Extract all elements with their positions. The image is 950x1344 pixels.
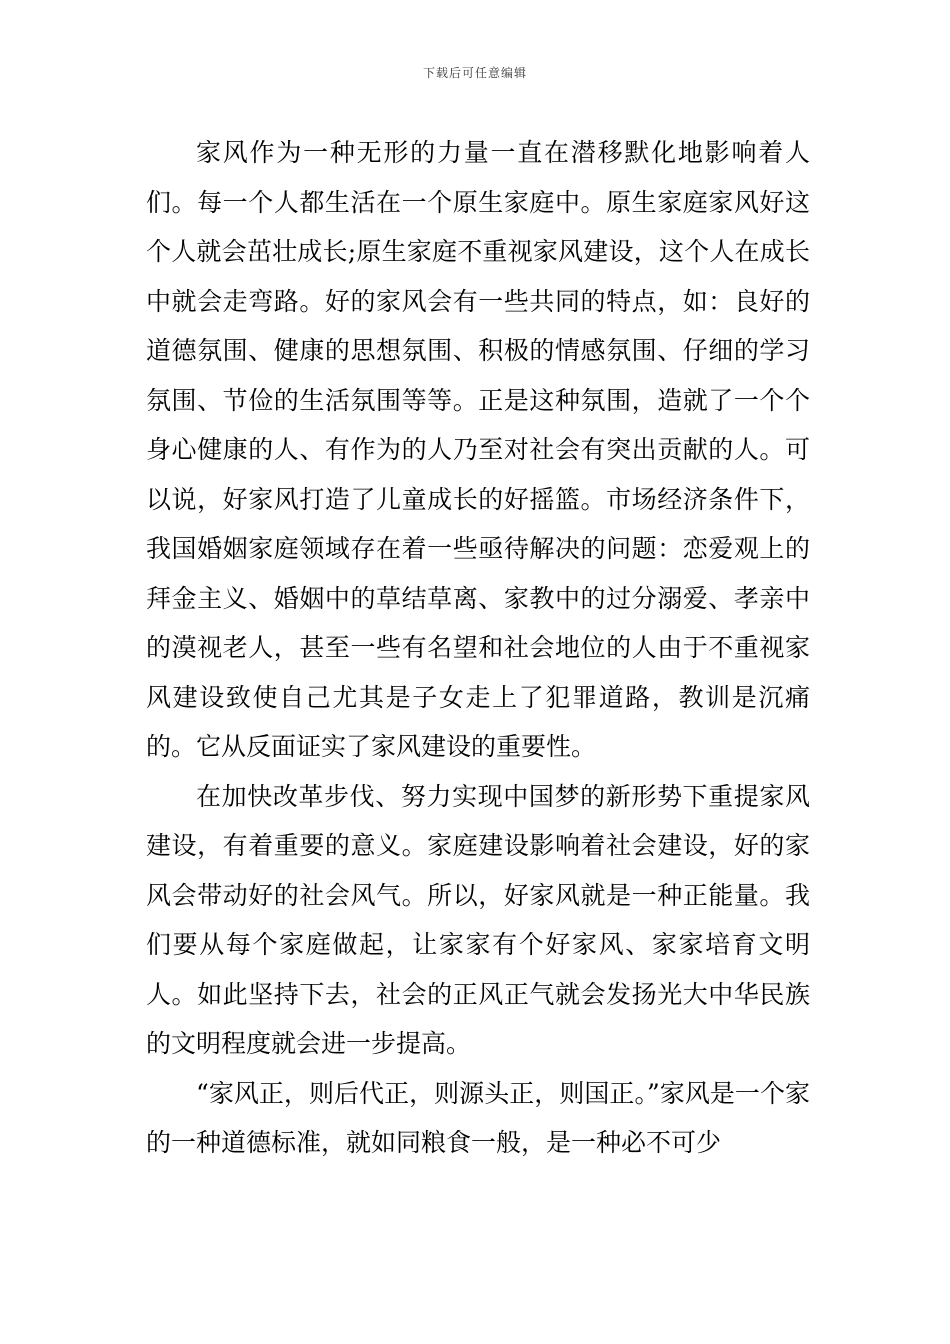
page-header: 下载后可任意编辑	[422, 66, 527, 80]
paragraph-1: 家风作为一种无形的力量一直在潜移默化地影响着人们。每一个人都生活在一个原生家庭中。原生家庭家风好这个人就会茁壮成长;原生家庭不重视家风建设，这个人在成长中就会走弯路。好的家风会有一些共同的特点，如：良好的道德氛围、健康的思想氛围、积极的情感氛围、仔细的学习氛围、节俭的生活氛围等等。正是这种氛围，造就了一个个身心健康的人、有作为的人乃至对社会有突出贡献的人。可以说，好家风打造了儿童成长的好摇篮。市场经济条件下，我国婚姻家庭领域存在着一些亟待解决的问题：恋爱观上的拜金主义、婚姻中的草结草离、家教中的过分溺爱、孝亲中的漠视老人，甚至一些有名望和社会地位的人由于不重视家风建设致使自己尤其是子女走上了犯罪道路，教训是沉痛的。它从反面证实了家风建设的重要性。	[146, 138, 810, 761]
document-body	[146, 128, 810, 1168]
paragraph-2: 在加快改革步伐、努力实现中国梦的新形势下重提家风建设，有着重要的意义。家庭建设影响着社会建设，好的家风会带动好的社会风气。所以，好家风就是一种正能量。我们要从每个家庭做起，让家家有个好家风、家家培育文明人。如此坚持下去，社会的正风正气就会发扬光大中华民族的文明程度就会进一步提高。	[146, 781, 810, 1058]
paragraph-3: “家风正，则后代正，则源头正，则国正。”家风是一个家的一种道德标准，就如同粮食一般，是一种必不可少	[146, 1078, 810, 1157]
